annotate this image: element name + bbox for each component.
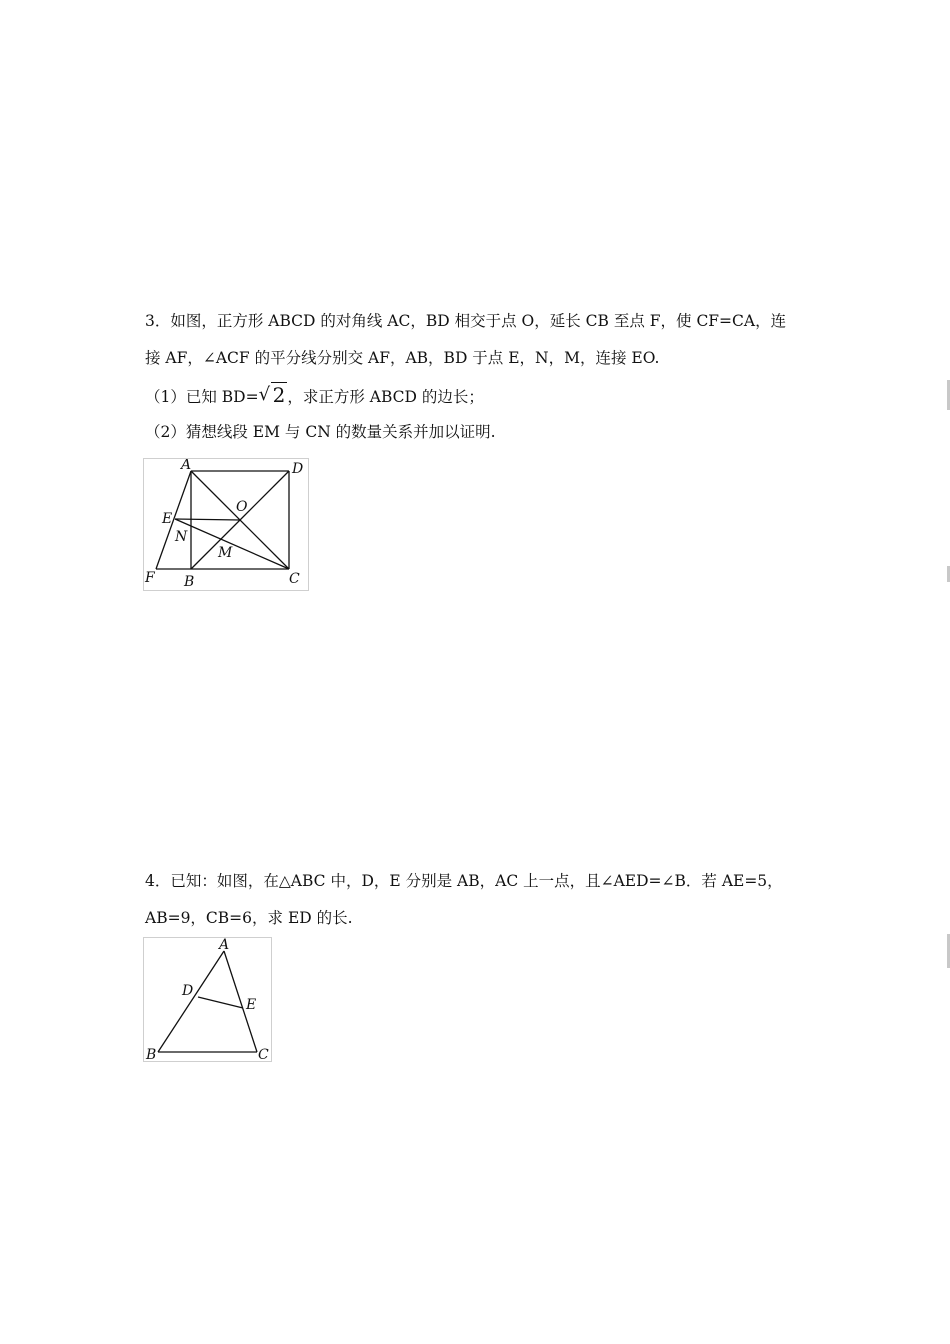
sqrt-symbol: √ 2 [258, 383, 286, 407]
bisector-EC [175, 519, 289, 569]
problem3-part1-prefix: （1）已知 BD= [145, 388, 259, 406]
problem4-line1: 4．已知：如图，在△ABC 中，D，E 分别是 AB，AC 上一点，且∠AED=∠B．若 AE=5， [145, 872, 783, 890]
label-E: E [246, 997, 257, 1013]
label-C: C [258, 1047, 269, 1061]
problem3-line1: 3．如图，正方形 ABCD 的对角线 AC，BD 相交于点 O，延长 CB 至点 F，使 CF=CA，连 [145, 312, 787, 330]
label-N: N [175, 529, 188, 545]
label-E: E [162, 511, 173, 527]
problem4-figure [143, 937, 272, 1062]
segment-EO [175, 519, 240, 520]
label-A: A [219, 938, 230, 953]
square-diagram [144, 459, 308, 590]
problem4-line2: AB=9，CB=6，求 ED 的长. [145, 909, 353, 927]
label-D: D [292, 461, 304, 477]
label-B: B [146, 1047, 157, 1061]
sqrt-radicand: 2 [272, 383, 286, 407]
problem3-line2: 接 AF，∠ACF 的平分线分别交 AF，AB，BD 于点 E，N，M，连接 EO. [145, 349, 660, 367]
problem3-figure [143, 458, 309, 591]
label-O: O [236, 499, 248, 515]
label-A: A [181, 459, 192, 473]
label-B: B [184, 574, 195, 590]
segment-DE [198, 997, 243, 1008]
triangle-diagram [144, 938, 271, 1061]
problem3-part1-suffix: ，求正方形 ABCD 的边长； [287, 388, 484, 406]
label-D: D [182, 983, 194, 999]
label-F: F [145, 570, 155, 586]
label-C: C [289, 571, 300, 587]
label-M: M [218, 545, 233, 561]
problem3-part1 [145, 385, 484, 407]
problem3-part2: （2）猜想线段 EM 与 CN 的数量关系并加以证明. [145, 423, 496, 441]
